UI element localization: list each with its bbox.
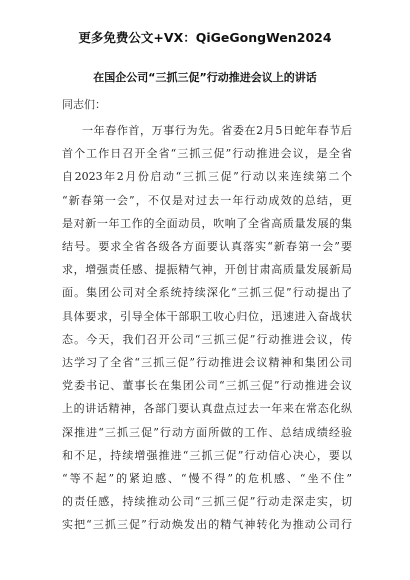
salutation: 同志们： bbox=[62, 98, 106, 111]
body-line: 结号。要求全省各级各方面要认真落实“新春第一会”要 bbox=[62, 240, 352, 253]
body-line: 一年春作首，万事行为先。省委在2月5日蛇年春节后 bbox=[82, 124, 352, 137]
body-line: 深推进“三抓三促”行动方面所做的工作、总结成绩经验 bbox=[62, 425, 352, 439]
body-line: 和不足，持续增强推进“三抓三促”行动信心决心，要以 bbox=[62, 448, 352, 462]
body-line: 具体要求，引导全体干部职工收心归位，迅速进入奋战状 bbox=[62, 309, 352, 323]
body-line: 首个工作日召开全省“三抓三促”行动推进会议，是全省 bbox=[62, 147, 352, 161]
body-line: “等不起”的紧迫感、“慢不得”的危机感、“坐不住” bbox=[62, 472, 352, 485]
body-line: 是对新一年工作的全面动员，吹响了全省高质量发展的集 bbox=[62, 216, 352, 230]
promo-header: 更多免费公文+VX：QiGeGongWen2024 bbox=[78, 30, 332, 45]
body-line: 上的讲话精神，各部门要认真盘点过去一年来在常态化纵 bbox=[62, 402, 352, 416]
body-line: 实把“三抓三促”行动焕发出的精气神转化为推动公司行 bbox=[62, 518, 352, 532]
body-line: 自2023年2月份启动“三抓三促”行动以来连续第二个 bbox=[62, 170, 352, 184]
body-line: 面。集团公司对全系统持续深化“三抓三促”行动提出了 bbox=[62, 286, 352, 300]
body-line: 党委书记、董事长在集团公司“三抓三促”行动推进会议 bbox=[62, 379, 352, 393]
document-title: 在国企公司“三抓三促”行动推进会议上的讲话 bbox=[93, 71, 317, 84]
body-line: 的责任感，持续推动公司“三抓三促”行动走深走实，切 bbox=[62, 495, 352, 509]
body-line: “新春第一会”，不仅是对过去一年行动成效的总结，更 bbox=[62, 193, 352, 207]
body-line: 求，增强责任感、提振精气神，开创甘肃高质量发展新局 bbox=[62, 263, 352, 277]
body-line: 达学习了全省“三抓三促”行动推进会议精神和集团公司 bbox=[62, 356, 352, 369]
body-line: 态。今天，我们召开公司“三抓三促”行动推进会议，传 bbox=[62, 332, 352, 346]
